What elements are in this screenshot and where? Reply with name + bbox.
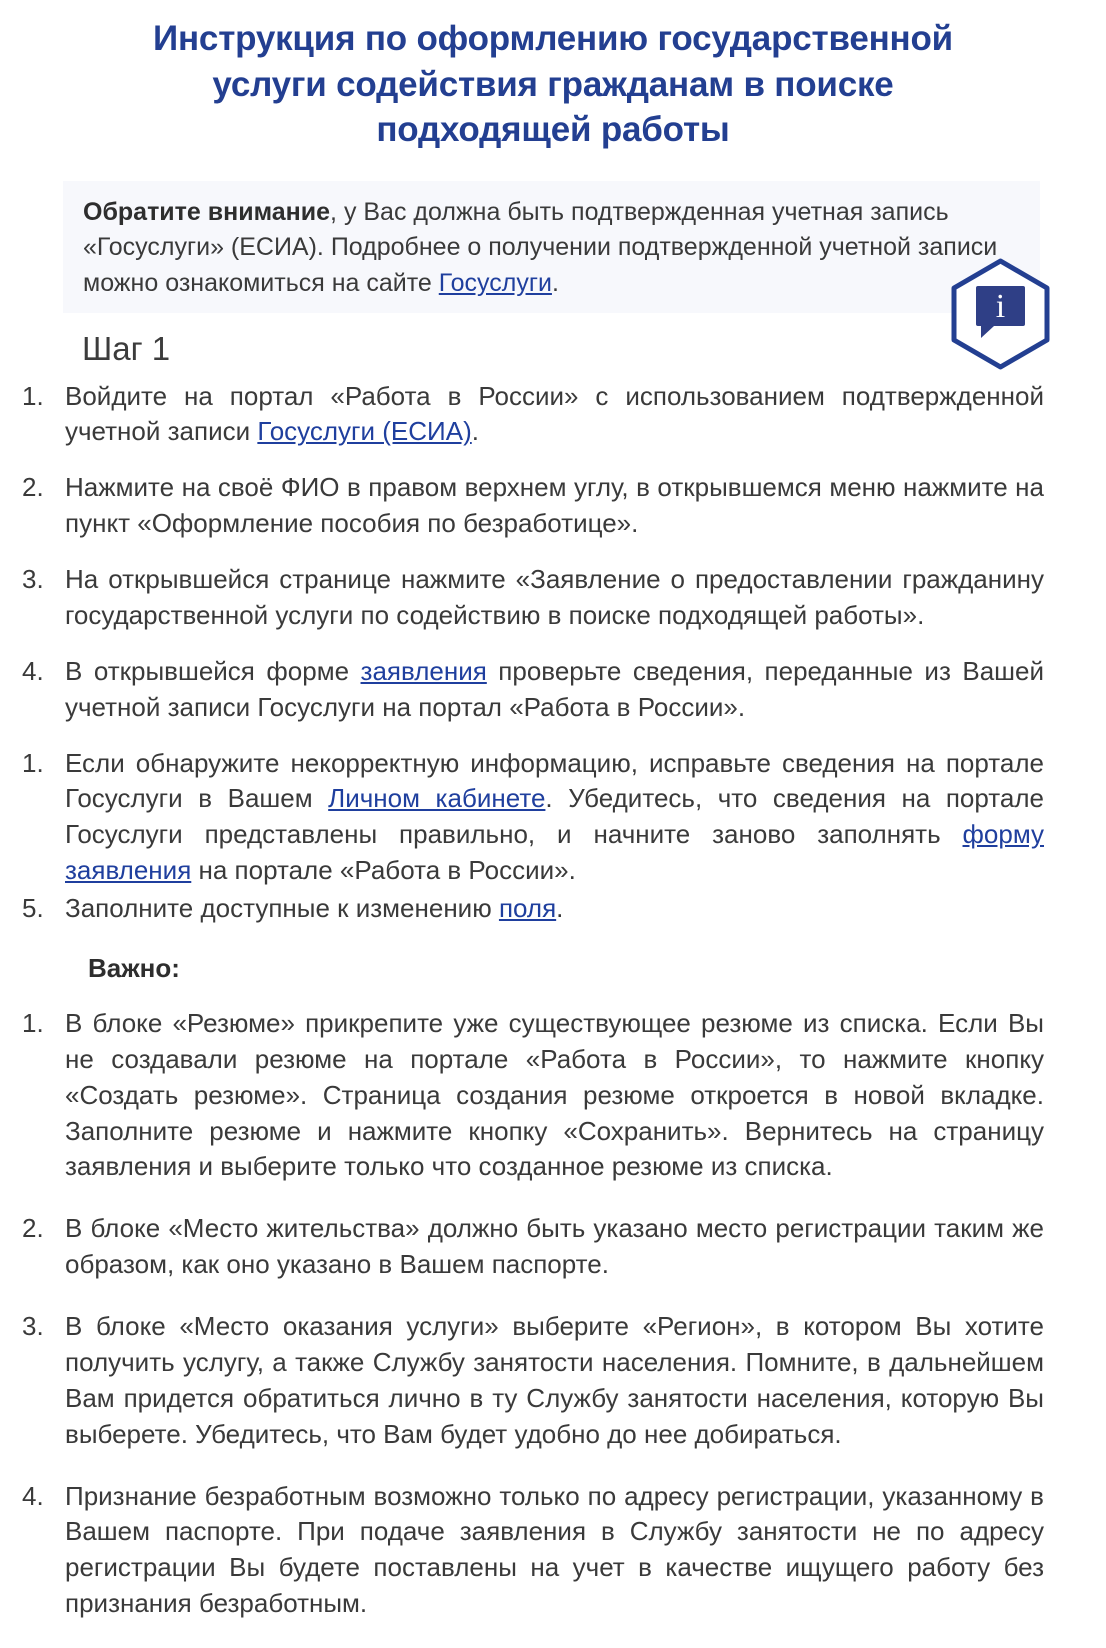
info-icon-glyph: i — [995, 288, 1006, 325]
list-item — [0, 470, 1044, 542]
list-item-text-1: Нажмите на своё ФИО в правом верхнем углу, в открывшемся меню нажмите на пункт «Оформление пособия по безработице». — [65, 472, 1044, 539]
steps-list-group-3 — [0, 1006, 1106, 1622]
list-item — [0, 891, 1044, 927]
list-item-text: Признание безработным возможно только по адресу регистрации, указанному в Вашем паспорте. При подаче заявления в Службу занятости не по адресу регистрации Вы будете поставлены на учет в качестве ищущего работу без признания безработным. — [65, 1480, 1044, 1619]
list-item-text-1: Заполните доступные к изменению — [65, 893, 499, 924]
steps-list-group-1 — [0, 379, 1106, 726]
list-marker: 1. — [22, 747, 44, 778]
note-gosuslugi-link[interactable]: Госуслуги — [438, 268, 552, 297]
list-item — [0, 379, 1044, 451]
list-item — [0, 562, 1044, 634]
note-lead-bold: Обратите внимание — [83, 197, 331, 226]
steps-list-group-2 — [0, 746, 1106, 927]
list-marker: 3. — [22, 564, 44, 595]
list-item-text-2: . — [471, 416, 479, 447]
polya-link[interactable]: поля — [498, 893, 557, 924]
list-marker: 2. — [22, 1213, 44, 1244]
list-marker: 2. — [22, 472, 44, 503]
zayavlenie-link[interactable]: заявления — [360, 655, 487, 686]
list-item — [0, 1309, 1044, 1453]
note-text-part-2: . — [551, 268, 559, 297]
info-icon — [948, 258, 1053, 370]
list-item-text-3: на портале «Работа в России». — [191, 855, 576, 886]
list-marker: 1. — [22, 380, 44, 411]
list-item — [0, 1006, 1044, 1185]
list-item — [0, 746, 1044, 890]
list-item-text-1: На открывшейся странице нажмите «Заявление о предоставлении гражданину государственной услуги по содействию в поиске подходящей работы». — [65, 564, 1044, 630]
list-item-text: В блоке «Резюме» прикрепите уже существующее резюме из списка. Если Вы не создавали резюме на портале «Работа в России», то нажмите кнопку «Создать резюме». Страница создания резюме откроется в новой вкладке. Заполните резюме и нажмите кнопку «Сохранить». Вернитесь на страницу заявления и выберите только что созданное резюме из списка. — [65, 1007, 1044, 1182]
list-item-text-2: . — [556, 893, 564, 924]
list-marker: 4. — [22, 655, 44, 686]
important-heading: Важно: — [88, 952, 180, 983]
list-item-text: В блоке «Место жительства» должно быть указано место регистрации таким же образом, как оно указано в Вашем паспорте. — [65, 1213, 1044, 1280]
page-title: Инструкция по оформлению государственной услуги содействия гражданам в поиске подходящей работы — [153, 19, 953, 149]
list-marker: 1. — [22, 1007, 44, 1038]
gosuslugi-esia-link[interactable]: Госуслуги (ЕСИА) — [257, 416, 472, 447]
list-item-text-1: Если обнаружите некорректную информацию, исправьте сведения на портале Госуслуги в Вашем — [65, 747, 1044, 814]
list-marker: 5. — [22, 893, 44, 924]
list-item — [0, 1479, 1044, 1623]
list-item — [0, 1211, 1044, 1283]
list-item-text-2: проверьте сведения, переданные из Вашей учетной записи Госуслуги на портал «Работа в России». — [65, 655, 1045, 722]
list-marker: 4. — [22, 1480, 44, 1511]
step-heading: Шаг 1 — [82, 330, 171, 367]
formu-zayavleniya-link[interactable]: форму заявления — [65, 819, 1044, 886]
attention-note — [63, 181, 1040, 314]
note-text-part-1: , у Вас должна быть подтвержденная учетная запись «Госуслуги» (ЕСИА). Подробнее о получении подтвержденной учетной записи можно ознакомиться на сайте — [83, 197, 998, 297]
lichnyi-kabinet-link[interactable]: Личном кабинете — [328, 783, 546, 814]
list-item-text-1: Войдите на портал «Работа в России» с использованием подтвержденной учетной записи — [65, 380, 1044, 447]
list-marker: 3. — [22, 1311, 44, 1342]
list-item-text: В блоке «Место оказания услуги» выберите «Регион», в котором Вы хотите получить услугу, а также Службу занятости населения. Помните, в дальнейшем Вам придется обратиться лично в ту Службу занятости населения, которую Вы выберете. Убедитесь, что Вам будет удобно до нее добираться. — [65, 1311, 1044, 1449]
list-item — [0, 654, 1044, 726]
list-item-text-2: . Убедитесь, что сведения на портале Госуслуги представлены правильно, и начните заново заполнять — [65, 783, 1044, 850]
list-item-text-1: В открывшейся форме — [65, 655, 361, 686]
